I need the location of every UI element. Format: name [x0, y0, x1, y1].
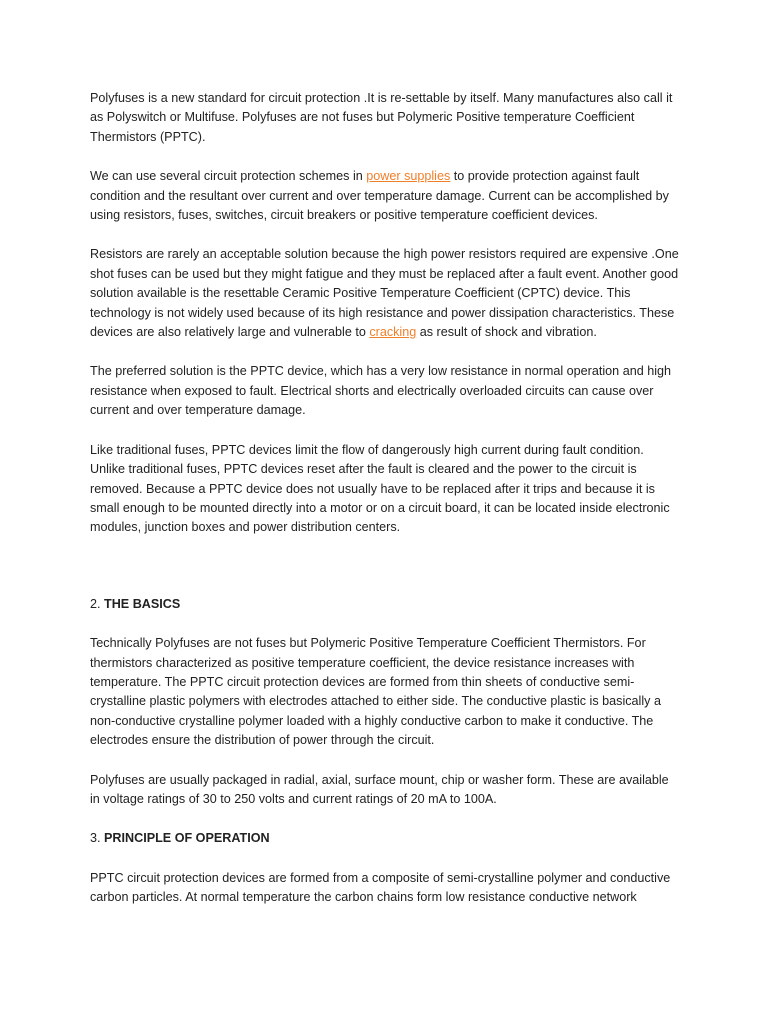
paragraph-text: to provide protection against fault condition and the resultant over current and over temperature damage. Current can be accomplished by using resistors, fuses, switches, circuit breakers or positive temperature coefficient devices.	[90, 169, 669, 223]
section-spacer	[90, 558, 680, 595]
section-title: PRINCIPLE OF OPERATION	[104, 831, 270, 846]
section-number: 3.	[90, 831, 105, 846]
paragraph-technical: Technically Polyfuses are not fuses but Polymeric Positive Temperature Coefficient Thermistors. For thermistors characterized as positive temperature coefficient, the device resistance increases with temperature. The PPTC circuit protection devices are formed from thin sheets of conductive semi-crystalline plastic polymers with electrodes attached to either side. The conductive plastic is basically a non-conductive crystalline polymer loaded with a highly conductive carbon to make it conductive. The electrodes ensure the distribution of power through the circuit.	[90, 636, 661, 748]
cracking-link[interactable]: cracking	[369, 325, 417, 340]
paragraph-protection-schemes	[90, 167, 680, 225]
section-heading-principle	[90, 829, 680, 848]
power-supplies-link[interactable]: power supplies	[366, 169, 451, 184]
section-heading-basics	[90, 595, 680, 614]
paragraph-text: as result of shock and vibration.	[416, 325, 597, 340]
paragraph-intro: Polyfuses is a new standard for circuit protection .It is re-settable by itself. Many manufactures also call it as Polyswitch or Multifuse. Polyfuses are not fuses but Polymeric Positive temperature Coefficient Thermistors (PPTC).	[90, 91, 673, 144]
paragraph-text: We can use several circuit protection schemes in	[90, 169, 367, 184]
paragraph-text: Resistors are rarely an acceptable solution because the high power resistors required are expensive .One shot fuses can be used but they might fatigue and they must be replaced after a fault event. Another good solution available is the resettable Ceramic Positive Temperature Coefficient (CPTC) device. This technology is not widely used because of its high resistance and power dissipation characteristics. These devices are also relatively large and vulnerable to	[90, 247, 679, 340]
paragraph-traditional-fuses: Like traditional fuses, PPTC devices limit the flow of dangerously high current during fault condition. Unlike traditional fuses, PPTC devices reset after the fault is cleared and the power to the circuit is removed. Because a PPTC device does not usually have to be replaced after it trips and because it is small enough to be mounted directly into a motor or on a circuit board, it can be located inside electronic modules, junction boxes and power distribution centers.	[90, 442, 670, 535]
section-title: THE BASICS	[104, 596, 181, 611]
paragraph-preferred-solution: The preferred solution is the PPTC device, which has a very low resistance in normal operation and high resistance when exposed to fault. Electrical shorts and electrically overloaded circuits can cause over current and over temperature damage.	[90, 364, 672, 418]
paragraph-resistors	[90, 245, 680, 342]
paragraph-packaging: Polyfuses are usually packaged in radial, axial, surface mount, chip or washer form. These are available in voltage ratings of 30 to 250 volts and current ratings of 20 mA to 100A.	[90, 772, 669, 806]
paragraph-principle: PPTC circuit protection devices are formed from a composite of semi-crystalline polymer and conductive carbon particles. At normal temperature the carbon chains form low resistance conductive network	[90, 870, 671, 905]
section-number: 2.	[90, 596, 105, 611]
